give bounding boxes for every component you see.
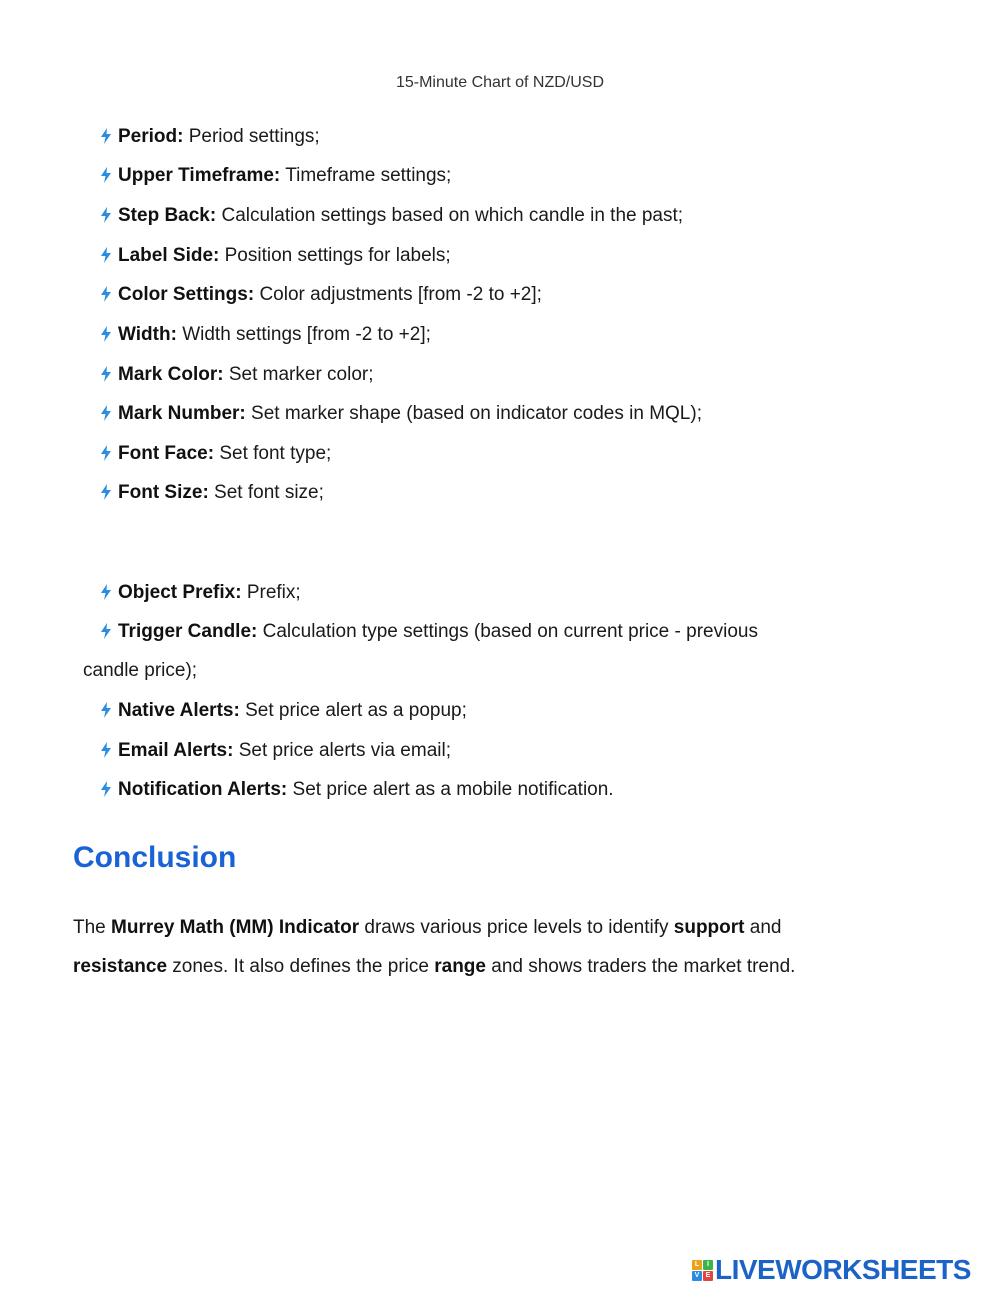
lightning-bolt-icon <box>100 207 112 223</box>
list-item-desc: Set price alerts via email; <box>233 740 451 761</box>
lightning-bolt-icon <box>100 326 112 342</box>
paragraph-bold-indicator: Murrey Math (MM) Indicator <box>111 917 360 938</box>
list-item-font-face <box>100 443 331 465</box>
lightning-bolt-icon <box>100 167 112 183</box>
paragraph-text: and shows traders the market trend. <box>485 956 796 977</box>
list-item-trigger-candle <box>100 621 758 643</box>
list-item-term: Mark Color: <box>118 364 224 385</box>
list-item-term: Native Alerts: <box>118 700 240 721</box>
logo-text: LIVEWORKSHEETS <box>715 1254 971 1285</box>
list-item-desc: Calculation type settings (based on current price - previous <box>257 621 758 642</box>
list-item-desc: Calculation settings based on which candle in the past; <box>216 205 684 226</box>
list-item-object-prefix <box>100 582 301 604</box>
logo-cube: V <box>692 1271 702 1281</box>
list-item-native-alerts <box>100 700 467 722</box>
list-item-term: Label Side: <box>118 245 220 266</box>
list-item-desc: Color adjustments [from -2 to +2]; <box>254 284 542 305</box>
list-item-term: Email Alerts: <box>118 740 234 761</box>
paragraph-bold-range: range <box>434 956 486 977</box>
lightning-bolt-icon <box>100 128 112 144</box>
list-item-term: Mark Number: <box>118 403 246 424</box>
list-item-desc: Position settings for labels; <box>219 245 451 266</box>
logo-cube: L <box>692 1260 702 1270</box>
list-item-desc: Period settings; <box>183 126 320 147</box>
paragraph-text: draws various price levels to identify <box>359 917 674 938</box>
list-item-desc: Set font size; <box>208 482 324 503</box>
list-item-term: Object Prefix: <box>118 582 242 603</box>
logo-cubes-icon <box>692 1260 713 1281</box>
conclusion-paragraph-line-2 <box>73 956 795 978</box>
list-item-width <box>100 324 431 346</box>
logo-cube: I <box>703 1260 713 1270</box>
paragraph-text: zones. It also defines the price <box>167 956 435 977</box>
list-item-period <box>100 126 320 148</box>
list-item-term: Font Size: <box>118 482 209 503</box>
conclusion-paragraph-line-1 <box>73 917 781 939</box>
lightning-bolt-icon <box>100 484 112 500</box>
list-item-mark-number <box>100 403 702 425</box>
lightning-bolt-icon <box>100 286 112 302</box>
lightning-bolt-icon <box>100 445 112 461</box>
list-item-desc: Width settings [from -2 to +2]; <box>176 324 431 345</box>
paragraph-bold-support: support <box>673 917 745 938</box>
list-item-term: Step Back: <box>118 205 217 226</box>
lightning-bolt-icon <box>100 623 112 639</box>
list-item-term: Upper Timeframe: <box>118 165 281 186</box>
list-item-desc: Set font type; <box>214 443 332 464</box>
list-item-email-alerts <box>100 740 451 762</box>
list-item-notification-alerts <box>100 779 614 801</box>
lightning-bolt-icon <box>100 742 112 758</box>
list-item-font-size <box>100 482 324 504</box>
list-item-desc: Timeframe settings; <box>280 165 452 186</box>
list-item-desc: Set price alert as a popup; <box>239 700 467 721</box>
paragraph-text: and <box>744 917 782 938</box>
paragraph-bold-resistance: resistance <box>73 956 168 977</box>
lightning-bolt-icon <box>100 584 112 600</box>
liveworksheets-logo <box>692 1256 971 1284</box>
list-item-term: Font Face: <box>118 443 215 464</box>
lightning-bolt-icon <box>100 366 112 382</box>
list-item-desc: Set marker color; <box>223 364 374 385</box>
list-item-upper-timeframe <box>100 165 451 187</box>
list-item-term: Color Settings: <box>118 284 255 305</box>
list-item-desc: Prefix; <box>241 582 301 603</box>
list-item-term: Period: <box>118 126 184 147</box>
paragraph-text: The <box>73 917 112 938</box>
lightning-bolt-icon <box>100 781 112 797</box>
lightning-bolt-icon <box>100 405 112 421</box>
list-item-color-settings <box>100 284 542 306</box>
list-item-continuation: candle price); <box>83 660 198 681</box>
list-item-term: Trigger Candle: <box>118 621 258 642</box>
lightning-bolt-icon <box>100 702 112 718</box>
list-item-mark-color <box>100 364 374 386</box>
list-item-label-side <box>100 245 451 267</box>
logo-cube: E <box>703 1271 713 1281</box>
lightning-bolt-icon <box>100 247 112 263</box>
conclusion-heading: Conclusion <box>73 841 237 874</box>
list-item-desc: Set marker shape (based on indicator codes in MQL); <box>245 403 702 424</box>
list-item-term: Notification Alerts: <box>118 779 288 800</box>
list-item-step-back <box>100 205 683 227</box>
list-item-desc: Set price alert as a mobile notification. <box>287 779 614 800</box>
figure-caption: 15-Minute Chart of NZD/USD <box>395 74 605 91</box>
list-item-term: Width: <box>118 324 177 345</box>
